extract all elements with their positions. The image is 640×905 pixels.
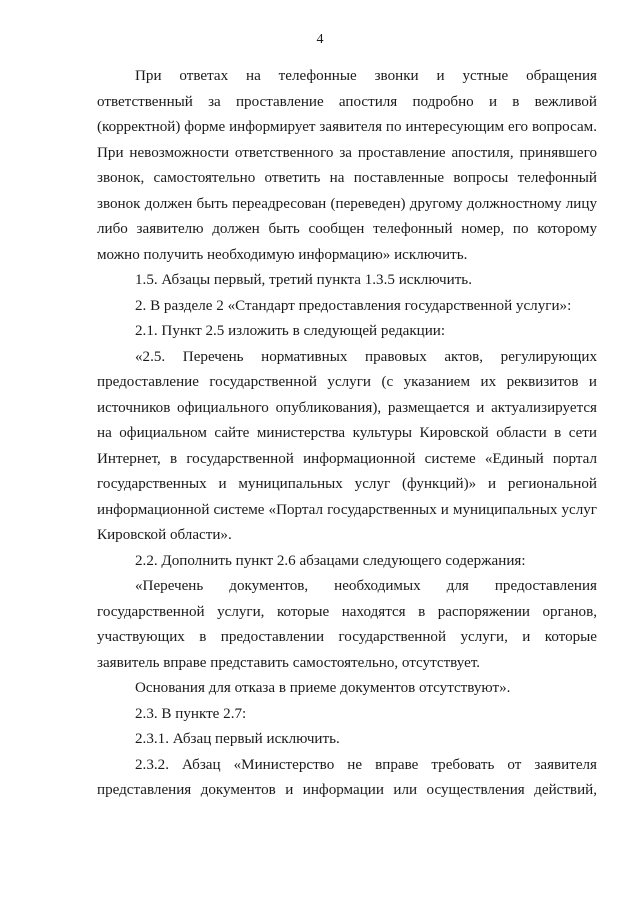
paragraph-2-3-1: 2.3.1. Абзац первый исключить. (135, 731, 340, 747)
paragraph-phone-calls: При ответах на телефонные звонки и устные обращения ответственный за проставление апостиля подробно и в вежливой (корректной) форме информирует заявителя по интересующим его вопросам. При невозможности ответственного за проставление апостиля, принявшего звонок, самостоятельно ответить на поставленные вопросы телефонный звонок должен быть переадресован (переведен) другому должностному лицу либо заявителю должен быть сообщен телефонный номер, по которому можно получить необходимую информацию» исключить. (97, 68, 597, 263)
paragraph-2-3-2: 2.3.2. Абзац «Министерство не вправе требовать от заявителя представления документов и информации или осуществления действий, (97, 756, 597, 798)
document-body (97, 64, 597, 804)
paragraph-refusal-grounds: Основания для отказа в приеме документов отсутствуют». (135, 680, 511, 696)
paragraph-2-2: 2.2. Дополнить пункт 2.6 абзацами следующего содержания: (135, 552, 526, 569)
page-number: 4 (316, 32, 324, 47)
paragraph-2-5-text: «2.5. Перечень нормативных правовых актов, регулирующих предоставление государственной услуги (с указанием их реквизитов и источников официального опубликования), размещается и актуализируется на официальном сайте министерства культуры Кировской области в сети Интернет, в государственной информационной системе «Единый портал государственных и муниципальных услуг (функций)» и региональной информационной системе «Портал государственных и муниципальных услуг Кировской области». (97, 348, 597, 543)
paragraph-2-1: 2.1. Пункт 2.5 изложить в следующей редакции: (135, 323, 446, 339)
paragraph-documents-list: «Перечень документов, необходимых для предоставления государственной услуги, которые находятся в распоряжении органов, участвующих в предоставлении государственной услуги, и которые заявитель вправе представить самостоятельно, отсутствует. (97, 578, 597, 671)
paragraph-2-3: 2.3. В пункте 2.7: (135, 705, 247, 722)
paragraph-1-5: 1.5. Абзацы первый, третий пункта 1.3.5 исключить. (135, 272, 472, 288)
paragraph-section-2: 2. В разделе 2 «Стандарт предоставления государственной услуги»: (135, 297, 572, 314)
